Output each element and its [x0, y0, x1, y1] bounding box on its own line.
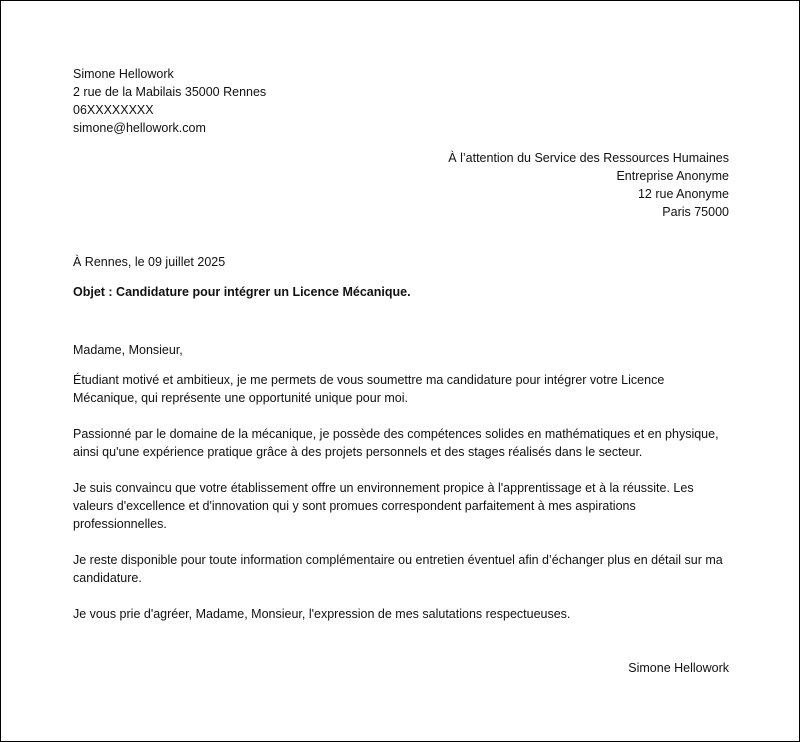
- recipient-city: Paris 75000: [662, 205, 729, 219]
- sender-phone: 06XXXXXXXX: [73, 103, 154, 117]
- date-line: À Rennes, le 09 juillet 2025: [73, 255, 226, 269]
- body-paragraph-3: Je suis convaincu que votre établissement offre un environnement propice à l'apprentissage et à la réussite. Les valeurs d'excellence et d'innovation qui y sont promues correspondent parfaitement à mes aspirations professionnelles.: [73, 481, 694, 531]
- recipient-street: 12 rue Anonyme: [637, 187, 729, 201]
- sender-name: Simone Hellowork: [73, 67, 174, 81]
- recipient-company: Entreprise Anonyme: [616, 169, 729, 183]
- body-paragraph-2: Passionné par le domaine de la mécanique, je possède des compétences solides en mathématiques et en physique, ainsi qu'une expérience pratique grâce à des projets personnels et des stages réalisés dans le secteur.: [73, 427, 719, 459]
- closing-line: Je vous prie d'agréer, Madame, Monsieur, l'expression de mes salutations respectueuses.: [73, 607, 571, 621]
- salutation: Madame, Monsieur,: [73, 343, 183, 357]
- body-paragraph-1: Étudiant motivé et ambitieux, je me permets de vous soumettre ma candidature pour intégrer votre Licence Mécanique, qui représente une opportunité unique pour moi.: [73, 373, 665, 405]
- subject-line: Objet : Candidature pour intégrer un Licence Mécanique.: [73, 285, 411, 299]
- recipient-block: [73, 149, 729, 221]
- sender-email: simone@hellowork.com: [73, 121, 206, 135]
- body-paragraph-4: Je reste disponible pour toute information complémentaire ou entretien éventuel afin d’échanger plus en détail sur ma candidature.: [73, 553, 723, 585]
- sender-address: 2 rue de la Mabilais 35000 Rennes: [73, 85, 267, 99]
- recipient-attention: À l’attention du Service des Ressources Humaines: [448, 151, 729, 165]
- sender-block: [73, 65, 729, 137]
- signature: Simone Hellowork: [628, 661, 729, 675]
